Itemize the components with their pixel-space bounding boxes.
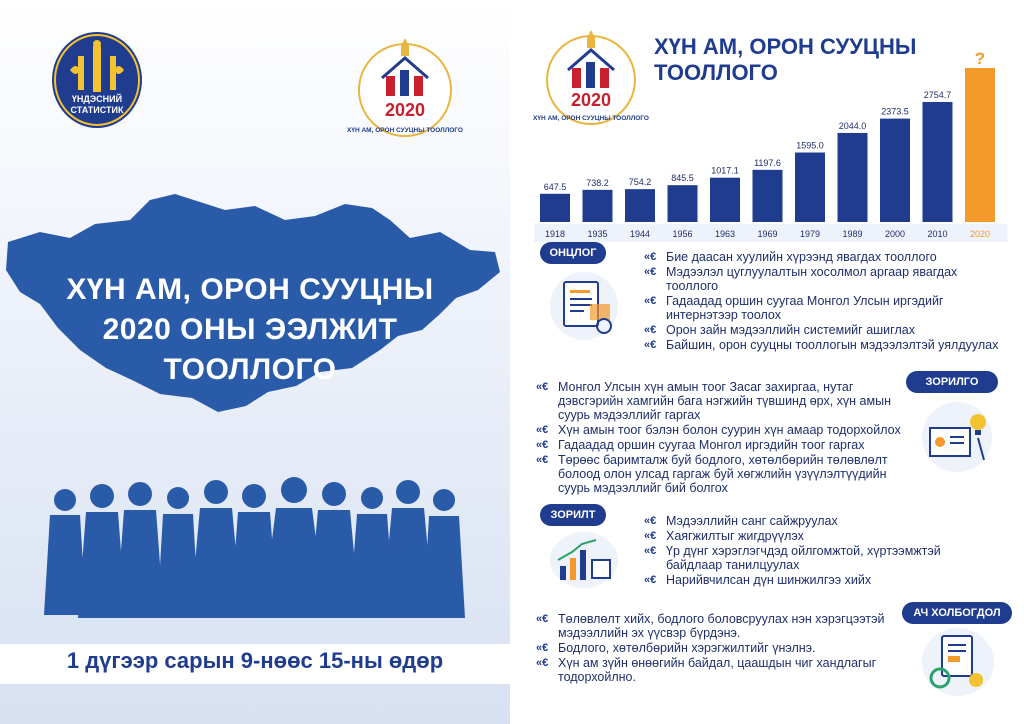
onclog-item: Байшин, орон сууцны тооллогын мэдээлэлтэй уялдуулах [666, 338, 999, 352]
logo-line-1: ҮНДЭСНИЙ [71, 94, 123, 104]
bullet-icon: «€ [644, 266, 657, 278]
tick-label-2000: 2000 [884, 229, 906, 239]
logo-line-2: СТАТИСТИК [70, 105, 124, 115]
list-item [536, 423, 902, 437]
census-logo-arc-text: ХҮН АМ, ОРОН СУУЦНЫ ТООЛЛОГО [347, 127, 463, 134]
section-label-zorilt: ЗОРИЛТ [540, 504, 606, 526]
ach-holbogdol-list [536, 612, 900, 685]
ach-item: Бодлого, хөтөлбөрийн хэрэгжилтийг үнэлнэ. [558, 641, 816, 655]
national-statistics-logo [50, 30, 144, 130]
list-item [536, 641, 900, 655]
bullet-icon: «€ [644, 515, 657, 527]
tick-label-1918: 1918 [544, 229, 566, 239]
bullet-icon: «€ [536, 642, 549, 654]
section-label-onclog: ОНЦЛОГ [540, 242, 606, 264]
list-item [644, 544, 994, 572]
data-label-1979: 1595.0 [796, 140, 824, 151]
onclog-item: Гадаадад оршин суугаа Монгол Улсын иргэдийг интернэтээр тоолох [666, 294, 944, 322]
zorilt-item: Мэдээллийн санг сайжруулах [666, 514, 838, 528]
bar-1989 [838, 133, 868, 222]
bar-1935 [583, 190, 613, 222]
census-population-chart [534, 49, 1004, 245]
bar-2020 [965, 68, 995, 222]
bullet-icon: «€ [644, 530, 657, 542]
poster-title-line-1: ХҮН АМ, ОРОН СУУЦНЫ [66, 273, 434, 306]
bar-2000 [880, 119, 910, 222]
tick-label-1935: 1935 [587, 229, 608, 239]
tick-label-1969: 1969 [757, 229, 778, 239]
list-item [644, 250, 1004, 264]
onclog-list [644, 250, 1004, 353]
zorilgo-item: Монгол Улсын хүн амын тоог Засаг захиргаа, нутаг дэвсгэрийн хамгийн бага нэгжийн түвшинд өрх, хүн амын суурь мэдээллийг гаргах [558, 380, 891, 422]
analytics-chart-icon [546, 530, 622, 590]
data-label-1963: 1017.1 [711, 165, 739, 176]
ach-item: Хүн ам зүйн өнөөгийн байдал, цаашдын чиг хандлагыг тодорхойлно. [558, 656, 877, 684]
bar-1963 [710, 178, 740, 222]
poster-title [20, 270, 480, 390]
tick-label-1944: 1944 [629, 229, 651, 239]
data-label-1956: 845.5 [671, 173, 694, 184]
tick-label-1956: 1956 [672, 229, 693, 239]
zorilt-item: Үр дүнг хэрэглэгчдэд ойлгомжтой, хүртээмжтэй байдлаар танилцуулах [666, 544, 941, 572]
list-item [536, 656, 900, 684]
bar-1969 [753, 170, 783, 222]
ach-item: Төлөвлөлт хийх, бодлого боловсруулах нэн хэрэгцээтэй мэдээллийн эх үүсвэр бүрдэнэ. [558, 612, 885, 640]
list-item [644, 573, 994, 587]
bullet-icon: «€ [644, 295, 657, 307]
data-label-1944: 754.2 [628, 177, 652, 188]
presentation-lightbulb-icon [918, 398, 996, 476]
bullet-icon: «€ [536, 454, 549, 466]
document-gear-icon [918, 626, 998, 698]
tick-label-2010: 2010 [927, 229, 948, 239]
list-item [644, 529, 994, 543]
section-label-ach-holbogdol: АЧ ХОЛБОГДОЛ [902, 602, 1012, 624]
bullet-icon: «€ [536, 439, 549, 451]
bar-1918 [540, 194, 570, 222]
section-label-zorilgo: ЗОРИЛГО [906, 371, 998, 393]
census-logo-arc-text: ХҮН АМ, ОРОН СУУЦНЫ ТООЛЛОГО [533, 115, 649, 122]
zorilgo-item: Хүн амын тоог бэлэн болон суурин хүн амаар тодорхойлох [558, 423, 901, 437]
left-poster [0, 0, 510, 724]
list-item [536, 380, 902, 422]
bar-1944 [625, 189, 655, 222]
census-logo-year: 2020 [384, 100, 426, 120]
bar-1979 [795, 153, 825, 222]
bullet-icon: «€ [536, 381, 549, 393]
bullet-icon: «€ [536, 613, 549, 625]
tick-label-2020: 2020 [969, 229, 991, 239]
bullet-icon: «€ [536, 657, 549, 669]
poster-title-line-3: ТООЛЛОГО [163, 353, 337, 386]
bar-2010 [923, 102, 953, 222]
tick-label-1979: 1979 [799, 229, 821, 239]
tick-label-1963: 1963 [714, 229, 736, 239]
census-2020-logo [347, 28, 463, 143]
census-date: 1 дүгээр сарын 9-нөөс 15-ны өдөр [66, 648, 444, 673]
data-label-2000: 2373.5 [881, 106, 909, 117]
list-item [644, 294, 1004, 322]
zorilgo-item: Гадаадад оршин суугаа Монгол иргэдийн тоог гаргах [558, 438, 865, 452]
list-item [536, 453, 902, 495]
bar-1956 [668, 185, 698, 222]
list-item [644, 323, 1004, 337]
census-logo-year: 2020 [570, 90, 612, 110]
onclog-item: Бие даасан хуулийн хүрээнд явагдах тооллого [666, 250, 937, 264]
list-item [536, 438, 902, 452]
infographic-title-line-1: ХҮН АМ, ОРОН СУУЦНЫ [654, 34, 917, 59]
list-item [644, 265, 1004, 293]
bullet-icon: «€ [644, 324, 657, 336]
data-label-1969: 1197.6 [754, 157, 781, 168]
zorilt-list [644, 514, 994, 588]
zorilgo-item: Төрөөс баримталж буй бодлого, хөтөлбөрийн төлөвлөлт болоод олон улсад гаргаж буй хөгжлийн үзүүлэлтүүдийн суурь мэдээллийг бий болгох [558, 453, 888, 495]
zorilt-item: Хаягжилтыг жигдрүүлэх [666, 529, 804, 543]
list-item [644, 338, 1004, 352]
data-label-2010: 2754.7 [923, 90, 952, 100]
list-item [536, 612, 900, 640]
bullet-icon: «€ [536, 424, 549, 436]
poster-title-line-2: 2020 ОНЫ ЭЭЛЖИТ [102, 313, 398, 346]
document-report-icon [546, 268, 622, 344]
data-label-1918: 647.5 [543, 181, 567, 192]
zorilt-item: Нарийвчилсан дүн шинжилгээ хийх [666, 573, 872, 587]
onclog-item: Орон зайн мэдээллийн системийг ашиглах [666, 323, 915, 337]
infographic-title-line-2: ТООЛЛОГО [654, 60, 778, 85]
data-label-2020: ? [974, 49, 986, 68]
bullet-icon: «€ [644, 251, 657, 263]
bullet-icon: «€ [644, 574, 657, 586]
data-label-1989: 2044.0 [838, 120, 867, 131]
people-silhouettes [40, 470, 470, 620]
list-item [644, 514, 994, 528]
right-infographic [514, 0, 1024, 724]
data-label-1935: 738.2 [586, 177, 609, 188]
bullet-icon: «€ [644, 545, 657, 557]
bullet-icon: «€ [644, 339, 657, 351]
tick-label-1989: 1989 [842, 229, 863, 239]
zorilgo-list [536, 380, 902, 496]
onclog-item: Мэдээлэл цуглуулалтын хосолмол аргаар явагдах тооллого [666, 265, 958, 293]
